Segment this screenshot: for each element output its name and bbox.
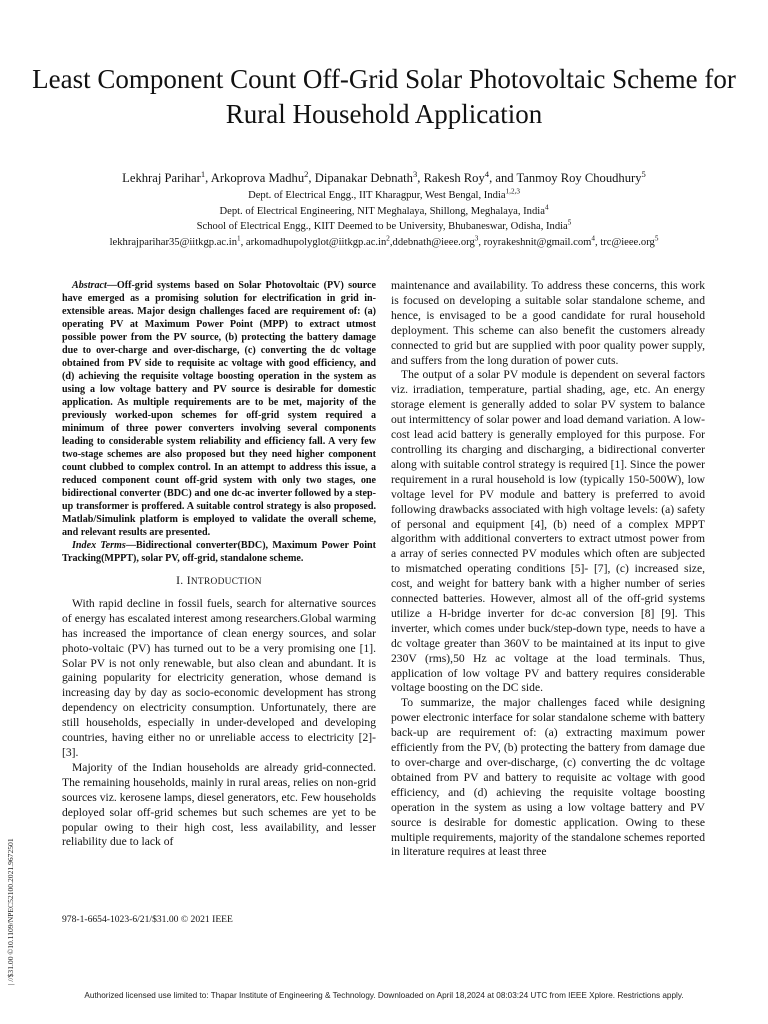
side-doi-stamp: | //$31.00 ©10.1109/NPEC52100.2021.9672501 [6, 838, 15, 985]
left-column [62, 279, 376, 850]
author: Dipanakar Debnath$^3$, [314, 168, 424, 185]
abstract [62, 279, 376, 539]
paragraph: Majority of the Indian households are already grid-connected. The remaining households, mainly in rural areas, relies on non-grid sources viz. kerosene lamps, diesel generators, etc. Few households deployed solar off-grid schemes but such schemes are yet to be popular owing to their high cost, less availability, and lesser reliability due to lack of [62, 760, 376, 849]
author: Arkoprova Madhu$^2$, [210, 168, 315, 185]
affiliation: Dept. of Electrical Engineering, NIT Meghalaya, Shillong, Meghalaya, India$^4$ [219, 203, 549, 217]
author-list [20, 170, 748, 186]
paragraph: With rapid decline in fossil fuels, search for alternative sources of energy has escalated interest among researchers.Global warming has increased the importance of clean energy sources, and solar photo-voltaic (PV) has turned out to be a very promising one [1]. Solar PV is not only renewable, but also clean and abundant. It is gaining popularity for electricity generation, whose demand is increasing day by day as socio-economic development has strong dependency on electricity consumption. Unfortunately, there are still households, especially in under-developed and developing countries, having either no or unreliable access to electricity [2]- [3]. [62, 596, 376, 759]
paragraph: maintenance and availability. To address these concerns, this work is focused on developing a suitable solar standalone scheme, and hence, is envisaged to be a good candidate for rural household deployment. This scheme can also benefit the customers already connected to grid but are supplied with poor quality power supply, and suffers from the long duration of power cuts. [391, 279, 705, 367]
author: Tanmoy Roy Choudhury$^5$ [516, 168, 646, 185]
index-terms-text: —Bidirectional converter(BDC), Maximum Power Point Tracking(MPPT), solar PV, off-grid, standalone scheme. [62, 540, 376, 564]
index-terms [62, 539, 376, 565]
email-link[interactable]: ddebnath@ieee.org$^3$ [392, 234, 479, 248]
affiliation: Dept. of Electrical Engg., IIT Kharagpur, West Bengal, India$^{1,2,3}$ [248, 187, 520, 201]
paper-title: Least Component Count Off-Grid Solar Photovoltaic Scheme for Rural Household Application [32, 64, 736, 129]
right-column [391, 279, 705, 860]
email-link[interactable]: $lekhrajparihar35@iitkgp.ac.in^1$ [109, 234, 241, 248]
email-link[interactable]: $arkomadhupolyglot@iitkgp.ac.in^2$ [245, 234, 390, 248]
abstract-label: Abstract [72, 280, 107, 291]
affiliation: School of Electrical Engg., KIIT Deemed to be University, Bhubaneswar, Odisha, India$^5$ [196, 218, 572, 232]
license-footer: Authorized licensed use limited to: Thapar Institute of Engineering & Technology. Downloaded on April 18,2024 at 08:03:24 UTC from IEEE Xplore. Restrictions apply. [84, 991, 684, 1000]
author: Lekhraj Parihar$^1$, [122, 168, 211, 185]
abstract-text: —Off-grid systems based on Solar Photovoltaic (PV) source have emerged as a promising solution for electrification in grid in-extensible areas. Major design challenges faced are requirement of: (a) operating PV at Maximum Power Point (MPP) to extract utmost possible power from the PV source, (b) protecting the battery damage due to over-charge and over-discharge, (c) converting the dc voltage obtained from PV side to requisite ac voltage with good efficiency, and (d) achieving the requisite voltage boosting operation in the system as using a low voltage battery and PV source is desirable for domestic application. As multiple requirements are to be met, majority of the previously worked-upon schemes for off-grid system required a minimum of three power converters involving several components leading to considerable system reliability and efficiency fall. A very few two-stage schemes are also proposed but they need higher component count clubbed to complex control. In an attempt to address this issue, a reduced component count off-grid system with only two stages, one bidirectional converter (BDC) and one dc-ac inverter followed by a step-up transformer is proffered. A suitable control strategy is also proposed. Matlab/Simulink platform is employed to validate the overall scheme, and relevant results are presented. [62, 280, 376, 538]
author: Rakesh Roy$^4$, and [423, 168, 517, 185]
email-list: $lekhrajparihar35@iitkgp.ac.in^1$, $arkomadhupolyglot@iitkgp.ac.in^2,ddebnath@ieee.org^3$, royrakeshnit@gmail.com$^4$, trc@ieee.org$^5$ [109, 234, 659, 248]
email-link[interactable]: trc@ieee.org$^5$ [600, 234, 659, 248]
email-link[interactable]: royrakeshnit@gmail.com$^4$ [483, 234, 595, 248]
copyright-notice: 978-1-6654-1023-6/21/$31.00 © 2021 IEEE [62, 914, 233, 925]
paragraph: To summarize, the major challenges faced while designing power electronic interface for solar standalone scheme with battery back-up are requirement of: (a) extracting maximum power efficiently from the PV, (b) protecting the battery from damage due to over-charge and over-discharge, (c) converting the dc voltage obtained from PV and battery to requisite ac voltage with good efficiency, and (d) achieving the requisite voltage boosting operation in the system as using a low voltage battery and PV source is desirable for domestic application. Owing to these multiple requirements, majority of the standalone schemes reported in literature requires at least three [391, 696, 705, 859]
paragraph: The output of a solar PV module is dependent on several factors viz. irradiation, temperature, partial shading, age, etc. An energy storage element is generally added to solar PV system to balance out intermittency of solar power and load demand variation. A low-cost lead acid battery is generally employed for this purpose. For controlling its charging and discharging, a bidirectional converter along with suitable control strategy is required [1]. Since the power requirement in a rural household is low (typically 150-500W), low voltage level for PV module and battery is preferred to avoid following drawbacks associated with high voltage levels: (a) safety of personal and equipment [4], (b) need of a complex MPPT algorithm with additional converters to extract utmost power from a array of series connected PV modules which often are subjected to mismatched operating conditions [5]- [7], (c) increased size, cost, and weight for battery bank with a higher number of series connected batteries. However, almost all of the off-grid systems utilize a H-bridge inverter for dc-ac conversion [8] [9]. This inverter, which comes under buck/step-down type, needs to have a dc voltage greater than 360V to be maintained at its input to give 230V (rms),50 Hz ac voltage at the load terminals. Thus, application of low voltage PV and battery requires considerable voltage boosting on the DC side. [391, 368, 705, 695]
section-heading-introduction: I. INTRODUCTION [176, 574, 262, 587]
index-terms-label: Index Terms [72, 540, 126, 551]
